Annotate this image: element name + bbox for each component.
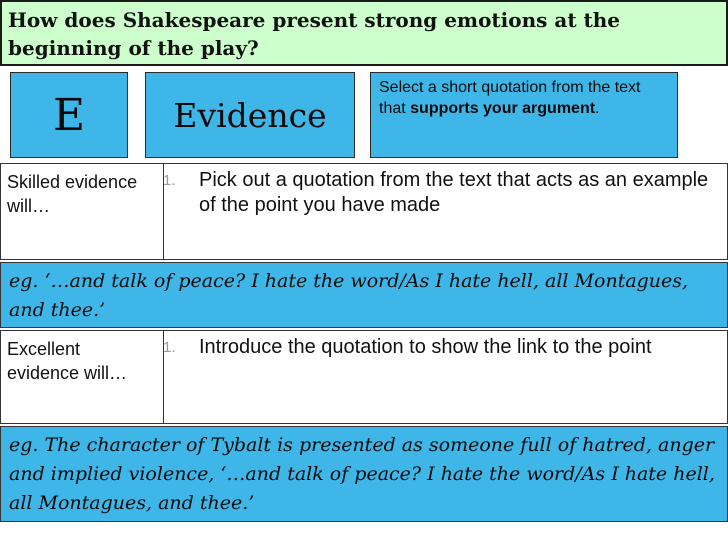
example-2: eg. The character of Tybalt is presented as someone full of hatred, anger and implied violence, ‘…and talk of peace? I hate the word/As I hate hell, all Montagues, and thee.’ [0, 426, 728, 522]
page-title: How does Shakespeare present strong emotions at the beginning of the play? [0, 0, 728, 66]
list-number: 1. [163, 339, 176, 356]
heading-box: Evidence [145, 72, 355, 158]
skilled-label: Skilled evidence will… [1, 164, 164, 259]
excellent-row [0, 330, 728, 424]
instruction-text-start: Select a short quotation from the text that [379, 79, 641, 117]
skilled-text: Pick out a quotation from the text that acts as an example of the point you have made [199, 169, 709, 216]
example-1: eg. ‘…and talk of peace? I hate the word/As I hate hell, all Montagues, and thee.’ [0, 262, 728, 328]
skilled-content [151, 164, 727, 259]
excellent-label: Excellent evidence will… [1, 331, 164, 423]
excellent-content [151, 331, 727, 423]
instruction-box [370, 72, 678, 158]
instruction-text-end: . [595, 100, 600, 117]
excellent-text: Introduce the quotation to show the link to the point [199, 336, 652, 358]
list-number: 1. [163, 172, 176, 189]
instruction-bold-text: supports your argument [410, 100, 596, 117]
letter-box: E [10, 72, 128, 158]
skilled-row [0, 163, 728, 260]
